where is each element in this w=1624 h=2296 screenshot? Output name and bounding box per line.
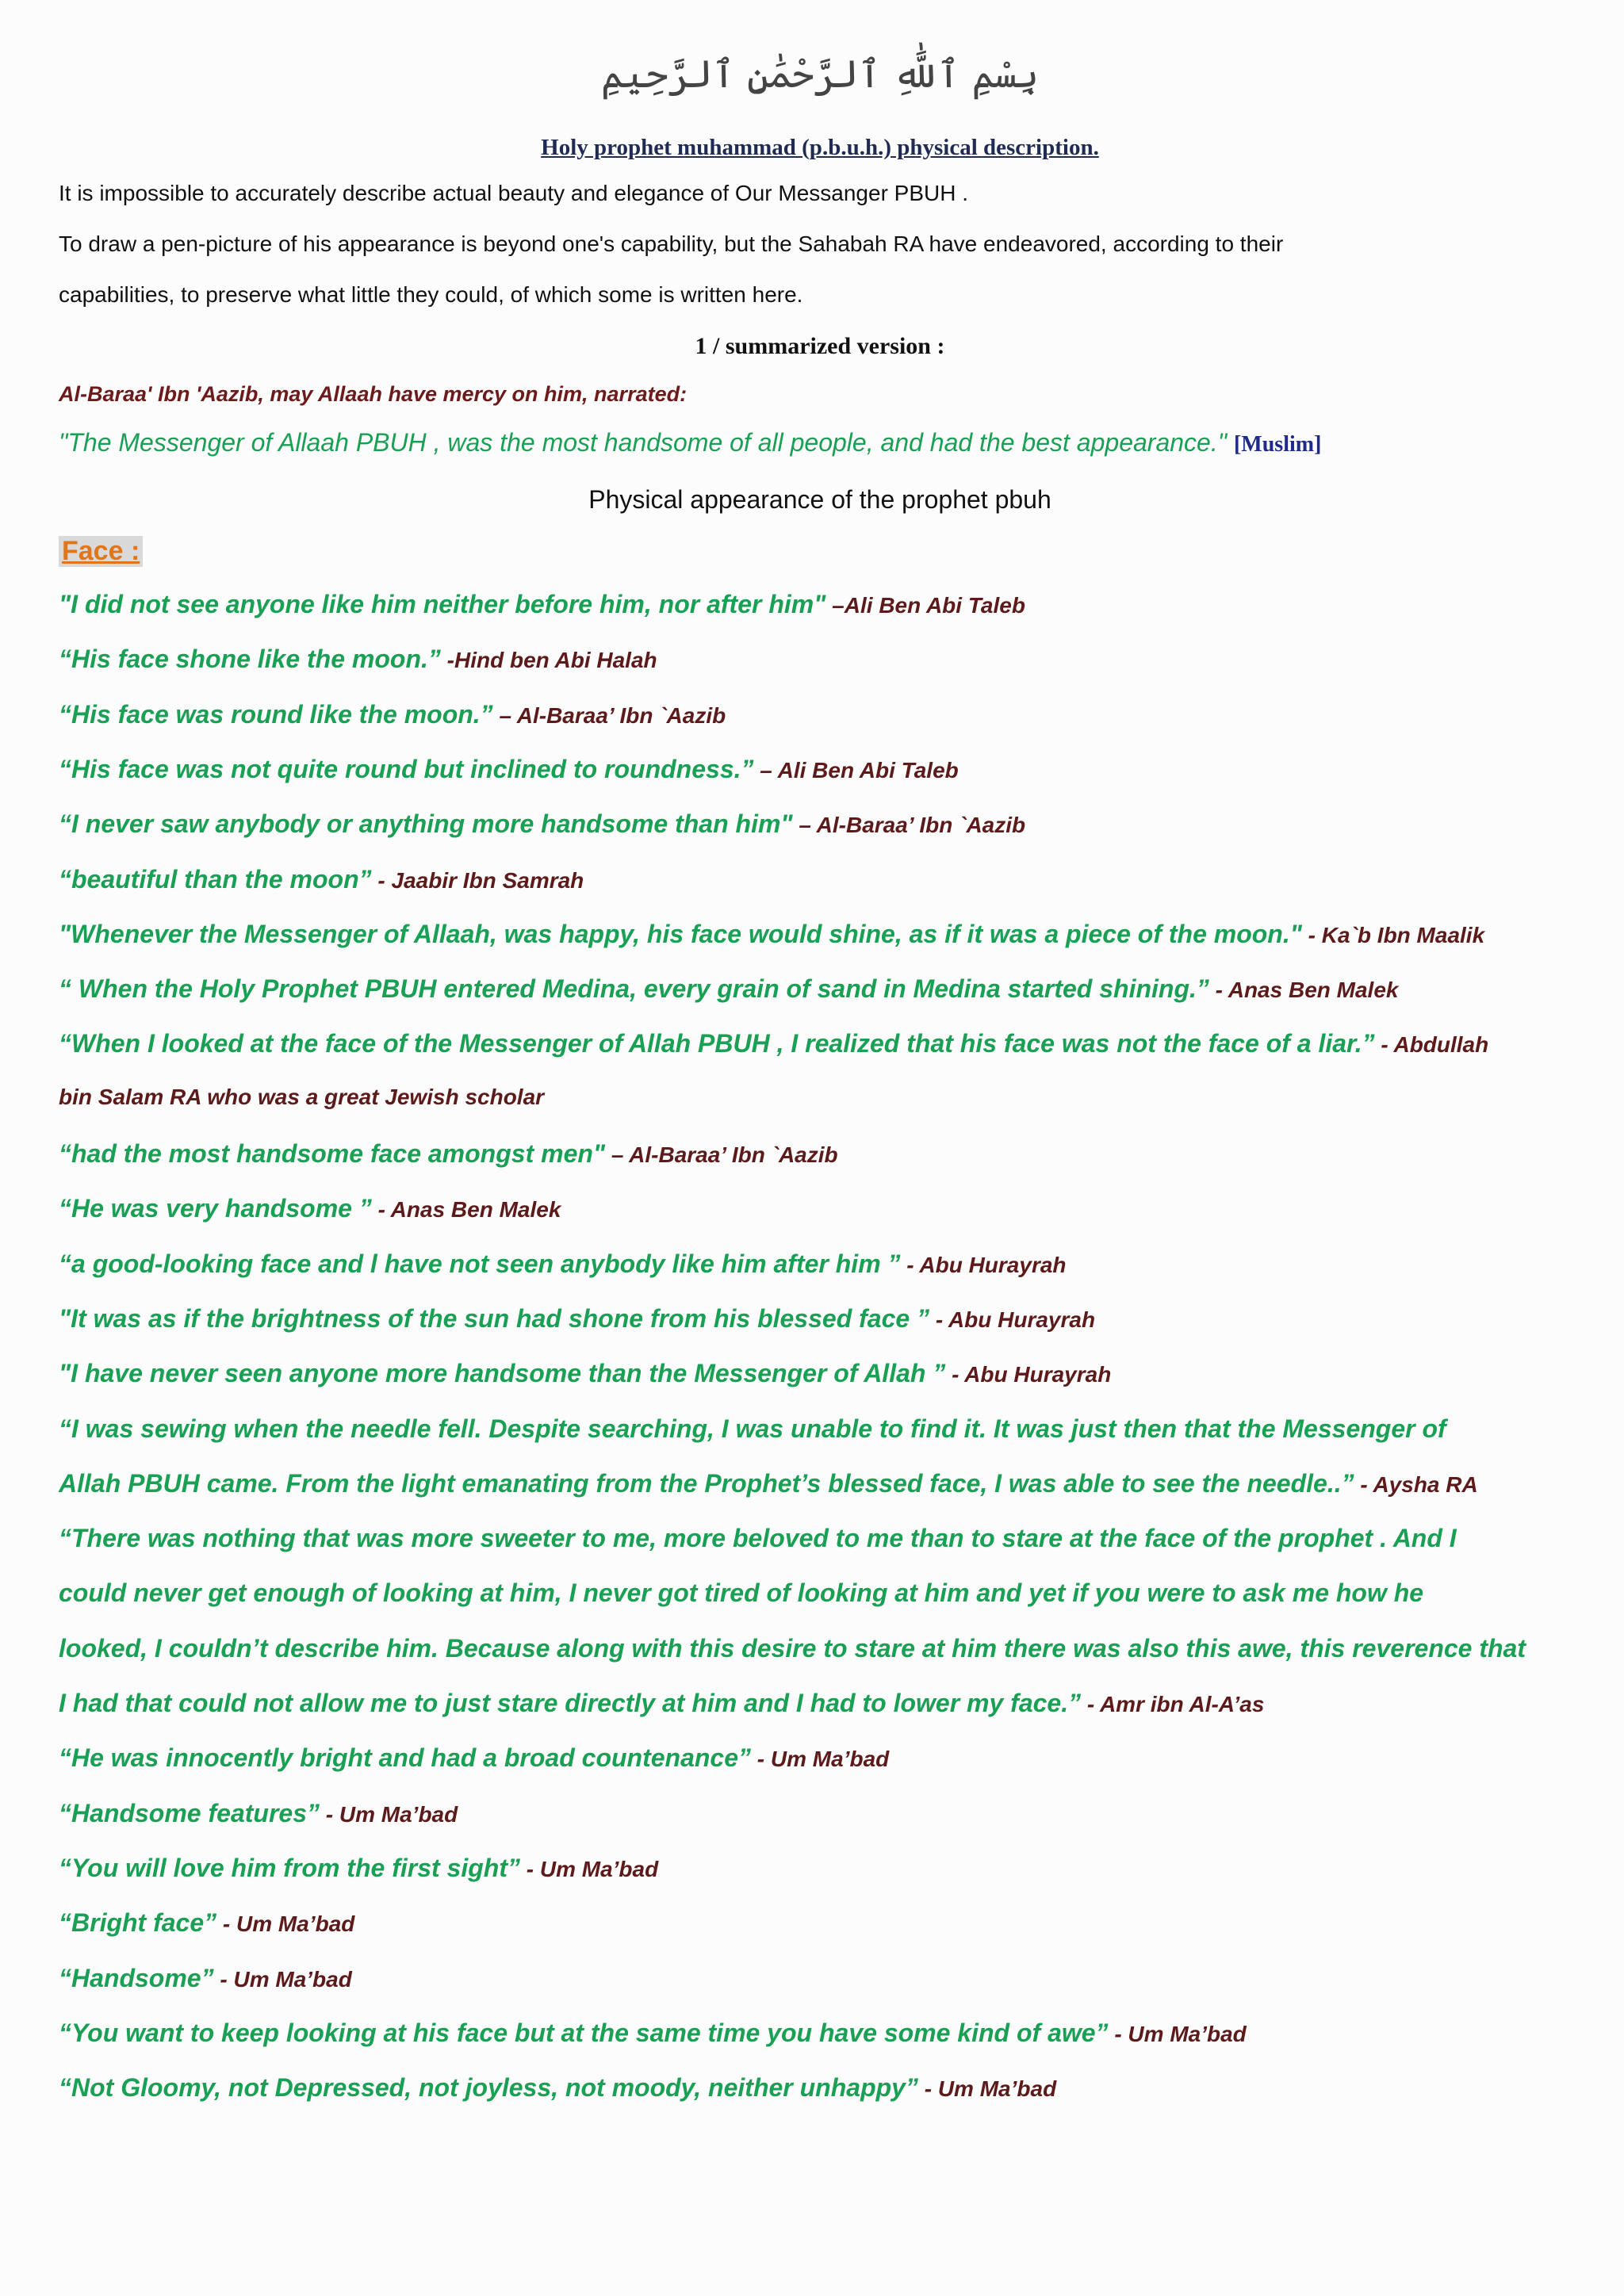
quote-text: “Handsome features” (59, 1799, 320, 1827)
quote-line (59, 645, 657, 674)
quote-attribution: -Hind ben Abi Halah (440, 648, 657, 672)
quote-attribution: - Abu Hurayrah (945, 1362, 1112, 1387)
narrator-line: Al-Baraa' Ibn 'Aazib, may Allaah have mercy on him, narrated: (59, 382, 688, 406)
quote-text: "I have never seen anyone more handsome than the Messenger of Allah ” (59, 1359, 946, 1387)
quote-attribution: – Al-Baraa’ Ibn `Aazib (605, 1142, 838, 1167)
quote-line (59, 1743, 889, 1773)
quote-text: “His face was round like the moon.” (59, 700, 493, 729)
quote-line (59, 1029, 1488, 1058)
quote-line (59, 1854, 658, 1883)
quote-attribution: - Um Ma’bad (519, 1857, 659, 1881)
quote-text: “You will love him from the first sight” (59, 1854, 520, 1882)
quote-line (59, 1578, 1423, 1608)
quote-text: “His face shone like the moon.” (59, 645, 441, 673)
quote-text: looked, I couldn’t describe him. Because along with this desire to stare at him there was also this awe, this reverence that (59, 1634, 1526, 1663)
quote-text: "Whenever the Messenger of Allaah, was happy, his face would shine, as if it was a piece of the moon." (59, 920, 1302, 948)
quote-text: “Not Gloomy, not Depressed, not joyless, not moody, neither unhappy” (59, 2073, 918, 2102)
intro-line: To draw a pen-picture of his appearance is beyond one's capability, but the Sahabah RA have endeavored, according to their (59, 232, 1284, 256)
main-hadith-text: "The Messenger of Allaah PBUH , was the most handsome of all people, and had the best appearance." (59, 428, 1228, 457)
quote-attribution: - Abu Hurayrah (900, 1253, 1067, 1277)
quote-text: “a good-looking face and l have not seen anybody like him after him ” (59, 1249, 901, 1278)
quote-line (59, 1799, 458, 1828)
quote-text: “I never saw anybody or anything more handsome than him" (59, 809, 793, 838)
quote-attribution: –Ali Ben Abi Taleb (825, 593, 1025, 618)
basmala-heading: بِسْمِ ٱللَّٰهِ ٱلرَّحْمَٰنِ ٱلرَّحِيمِ (600, 52, 1040, 97)
quote-attribution: - Abu Hurayrah (929, 1307, 1096, 1332)
main-hadith (59, 428, 1321, 457)
quote-attribution: - Aysha RA (1354, 1472, 1478, 1497)
summary-heading: 1 / summarized version : (695, 333, 945, 359)
quote-line (59, 1194, 561, 1223)
quote-text: “Handsome” (59, 1964, 214, 1992)
quote-text: “Bright face” (59, 1908, 217, 1937)
quote-attribution: – Ali Ben Abi Taleb (753, 758, 959, 783)
quote-attribution: - Anas Ben Malek (1208, 978, 1399, 1002)
quote-attribution: - Um Ma’bad (319, 1802, 458, 1827)
quote-line (59, 1524, 1457, 1553)
quote-line (59, 809, 1025, 839)
section-title: Physical appearance of the prophet pbuh (588, 485, 1051, 514)
quote-text: could never get enough of looking at him, I never got tired of looking at him and yet if you were to ask me how he (59, 1578, 1424, 1607)
quote-line (59, 590, 1025, 619)
quote-line (59, 865, 584, 894)
quote-line (59, 974, 1398, 1004)
quote-line (59, 1249, 1067, 1279)
quote-line (59, 1908, 354, 1938)
quote-attribution: - Ka`b Ibn Maalik (1301, 923, 1485, 947)
quote-line (59, 1304, 1095, 1334)
quote-text: “There was nothing that was more sweeter to me, more beloved to me than to stare at the face of the prophet . And I (59, 1524, 1457, 1552)
quote-attribution: - Abdullah (1374, 1032, 1489, 1057)
intro-line: capabilities, to preserve what little they could, of which some is written here. (59, 282, 803, 307)
quote-line (59, 1689, 1264, 1718)
quote-text: “ When the Holy Prophet PBUH entered Medina, every grain of sand in Medina started shining.” (59, 974, 1209, 1003)
quote-text: “had the most handsome face amongst men" (59, 1139, 606, 1168)
quote-attribution: – Al-Baraa’ Ibn `Aazib (792, 813, 1026, 837)
quote-text: “He was innocently bright and had a broad countenance” (59, 1743, 752, 1772)
quote-attribution: - Um Ma’bad (213, 1967, 352, 1992)
quote-text: “beautiful than the moon” (59, 865, 372, 894)
quote-attribution: - Um Ma’bad (216, 1911, 355, 1936)
main-hadith-source: [Muslim] (1233, 432, 1322, 457)
quote-attribution: – Al-Baraa’ Ibn `Aazib (492, 703, 726, 728)
quote-attribution: - Anas Ben Malek (371, 1197, 561, 1222)
intro-line: It is impossible to accurately describe actual beauty and elegance of Our Messanger PBUH . (59, 181, 969, 205)
quote-text: I had that could not allow me to just stare directly at him and I had to lower my face.” (59, 1689, 1082, 1717)
quote-attribution: - Um Ma’bad (917, 2076, 1057, 2101)
quote-text: “His face was not quite round but inclined to roundness.” (59, 755, 754, 783)
document-title: Holy prophet muhammad (p.b.u.h.) physical description. (541, 135, 1099, 160)
quote-attribution: - Um Ma’bad (751, 1747, 890, 1771)
quote-text: “He was very handsome ” (59, 1194, 372, 1223)
quote-line: bin Salam RA who was a great Jewish scholar (59, 1085, 545, 1109)
quote-text: “When I looked at the face of the Messenger of Allah PBUH , I realized that his face was not the face of a liar.” (59, 1029, 1375, 1058)
quote-line (59, 755, 959, 784)
quote-line (59, 700, 726, 729)
quote-line (59, 2019, 1247, 2048)
quote-line (59, 1634, 1526, 1663)
face-label: Face : (59, 536, 143, 567)
quote-line (59, 1414, 1446, 1444)
quote-line (59, 1359, 1111, 1388)
quote-line (59, 1469, 1478, 1498)
quote-line (59, 1964, 352, 1993)
quote-line (59, 920, 1484, 949)
quote-text: “I was sewing when the needle fell. Despite searching, I was unable to find it. It was just then that the Messenger of (59, 1414, 1446, 1443)
quote-attribution: - Um Ma’bad (1108, 2022, 1247, 2046)
quote-text: "I did not see anyone like him neither before him, nor after him" (59, 590, 826, 618)
quote-line (59, 2073, 1056, 2103)
quote-text: “You want to keep looking at his face but at the same time you have some kind of awe” (59, 2019, 1109, 2047)
quote-attribution: - Amr ibn Al-A’as (1081, 1692, 1265, 1716)
quote-line (59, 1139, 838, 1169)
quote-text: Allah PBUH came. From the light emanating from the Prophet’s blessed face, I was able to see the needle..” (59, 1469, 1354, 1498)
quote-attribution: - Jaabir Ibn Samrah (371, 868, 584, 893)
quote-text: "It was as if the brightness of the sun had shone from his blessed face ” (59, 1304, 930, 1333)
